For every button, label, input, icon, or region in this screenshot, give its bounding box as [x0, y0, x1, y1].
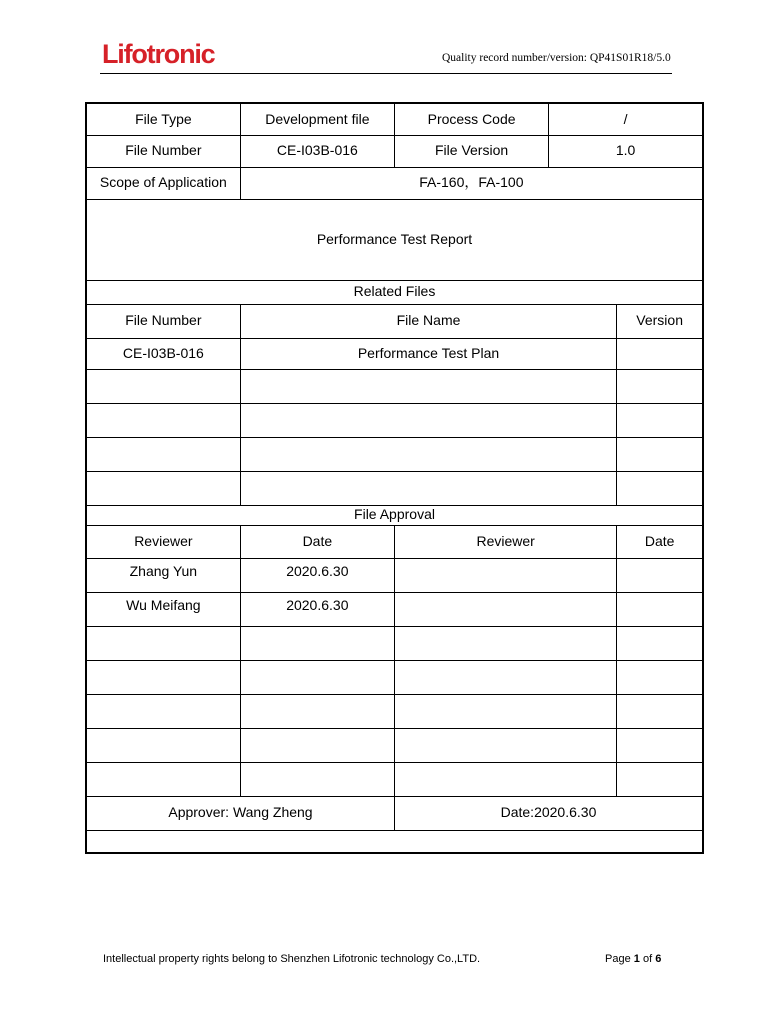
related-file-version: [617, 403, 703, 437]
related-file-name: Performance Test Plan: [240, 338, 617, 369]
related-file-number: [86, 403, 240, 437]
page-of: of: [642, 953, 653, 965]
approval-header-date-1: Date: [240, 525, 394, 558]
file-version-label: File Version: [394, 135, 548, 167]
related-header-version: Version: [617, 304, 703, 338]
related-file-name: [240, 369, 617, 403]
approval-header-reviewer-2: Reviewer: [394, 525, 616, 558]
review-date: [617, 728, 703, 762]
page-word: Page: [605, 953, 631, 965]
scope-value: FA-160，FA-100: [240, 167, 703, 199]
related-file-name: [240, 403, 617, 437]
review-date: [240, 660, 394, 694]
approver-date: Date:2020.6.30: [394, 796, 703, 830]
quality-record-number: Quality record number/version: QP41S01R18/5.0: [442, 52, 671, 64]
file-number-label: File Number: [86, 135, 240, 167]
scope-label: Scope of Application: [86, 167, 240, 199]
related-file-version: [617, 437, 703, 471]
review-date: [617, 626, 703, 660]
reviewer-name: [394, 660, 616, 694]
reviewer-name: Zhang Yun: [86, 558, 240, 592]
table-row: [86, 369, 703, 403]
process-code-value: /: [549, 103, 703, 135]
company-logo: Lifotronic: [102, 39, 215, 69]
approval-header-reviewer-1: Reviewer: [86, 525, 240, 558]
ip-notice: Intellectual property rights belong to Shenzhen Lifotronic technology Co.,LTD.: [103, 953, 481, 965]
reviewer-name: [394, 558, 616, 592]
file-version-value: 1.0: [549, 135, 703, 167]
reviewer-name: [86, 626, 240, 660]
table-row: [86, 592, 703, 626]
reviewer-name: [86, 694, 240, 728]
page-total: 6: [655, 953, 662, 965]
reviewer-name: [394, 694, 616, 728]
document-control-table: [85, 102, 704, 854]
process-code-label: Process Code: [394, 103, 548, 135]
review-date: [617, 660, 703, 694]
approval-header-date-2: Date: [617, 525, 703, 558]
table-row: [86, 626, 703, 660]
table-row: [86, 437, 703, 471]
header-divider: [100, 73, 672, 74]
approver-name: Approver: Wang Zheng: [86, 796, 394, 830]
blank-footer-row: [86, 830, 703, 853]
page-current: 1: [633, 953, 640, 965]
table-row: [86, 338, 703, 369]
related-file-version: [617, 338, 703, 369]
table-row: [86, 728, 703, 762]
table-row: [86, 471, 703, 505]
related-file-number: [86, 369, 240, 403]
related-file-name: [240, 437, 617, 471]
reviewer-name: [394, 592, 616, 626]
reviewer-name: [394, 762, 616, 796]
table-row: [86, 694, 703, 728]
table-row: [86, 762, 703, 796]
review-date: [617, 694, 703, 728]
table-row: [86, 558, 703, 592]
reviewer-name: [86, 728, 240, 762]
related-file-number: CE-I03B-016: [86, 338, 240, 369]
related-file-number: [86, 437, 240, 471]
related-header-file-number: File Number: [86, 304, 240, 338]
table-row: [86, 403, 703, 437]
related-file-version: [617, 471, 703, 505]
related-file-name: [240, 471, 617, 505]
related-file-version: [617, 369, 703, 403]
review-date: [617, 762, 703, 796]
reviewer-name: Wu Meifang: [86, 592, 240, 626]
file-type-label: File Type: [86, 103, 240, 135]
page-number: [605, 953, 661, 965]
review-date: 2020.6.30: [240, 558, 394, 592]
table-row: [86, 660, 703, 694]
review-date: [240, 728, 394, 762]
review-date: [617, 592, 703, 626]
reviewer-name: [394, 728, 616, 762]
review-date: [240, 626, 394, 660]
related-files-heading: Related Files: [86, 280, 703, 304]
file-number-value: CE-I03B-016: [240, 135, 394, 167]
file-approval-heading: File Approval: [86, 505, 703, 525]
review-date: [240, 762, 394, 796]
related-file-number: [86, 471, 240, 505]
review-date: [617, 558, 703, 592]
reviewer-name: [86, 762, 240, 796]
reviewer-name: [86, 660, 240, 694]
document-title: Performance Test Report: [86, 199, 703, 280]
review-date: [240, 694, 394, 728]
file-type-value: Development file: [240, 103, 394, 135]
related-header-file-name: File Name: [240, 304, 617, 338]
review-date: 2020.6.30: [240, 592, 394, 626]
reviewer-name: [394, 626, 616, 660]
